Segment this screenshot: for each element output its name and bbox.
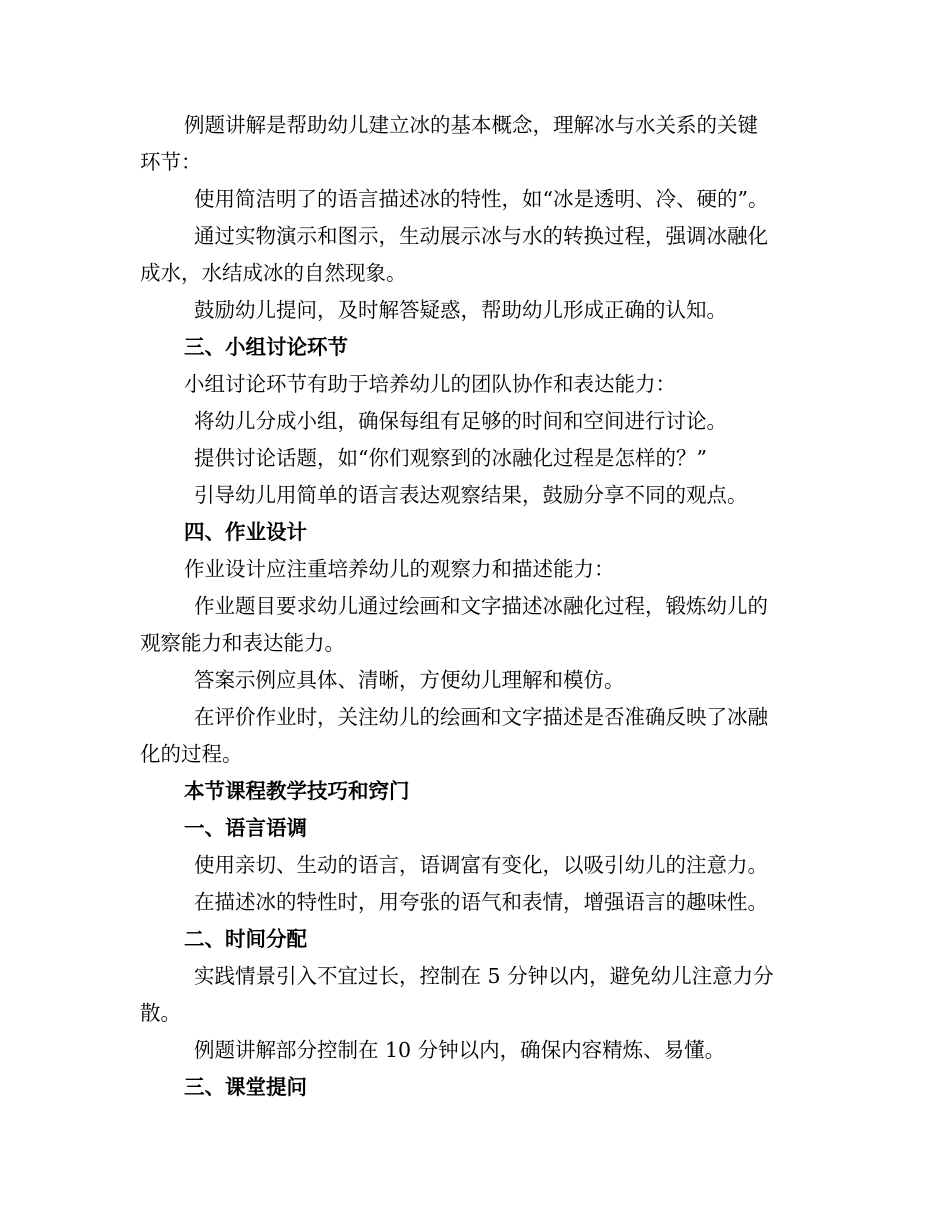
section-heading: 四、作业设计 [184,520,307,544]
text-line: 鼓励幼儿提问，及时解答疑惑，帮助幼儿形成正确的认知。 [194,298,727,322]
text-line: 成水，水结成冰的自然现象。 [140,261,407,285]
section-heading: 二、时间分配 [184,927,307,951]
text-line: 使用亲切、生动的语言，语调富有变化，以吸引幼儿的注意力。 [194,853,768,877]
text-line: 使用简洁明了的语言描述冰的特性，如“冰是透明、冷、硬的”。 [194,187,769,211]
section-heading: 一、语言语调 [184,816,307,840]
text-line: 散。 [140,1001,181,1025]
text-line: 通过实物演示和图示，生动展示冰与水的转换过程，强调冰融化 [194,224,768,248]
text-line: 例题讲解是帮助幼儿建立冰的基本概念，理解冰与水关系的关键 [184,113,758,137]
text-line: 实践情景引入不宜过长，控制在 5 分钟以内，避免幼儿注意力分 [194,964,774,988]
text-line: 例题讲解部分控制在 10 分钟以内，确保内容精炼、易懂。 [194,1038,726,1062]
section-heading: 三、课堂提问 [184,1075,307,1099]
text-line: 提供讨论话题，如“你们观察到的冰融化过程是怎样的？” [194,446,707,470]
text-line: 作业设计应注重培养幼儿的观察力和描述能力： [184,557,615,581]
document-body [140,107,820,1106]
text-line: 将幼儿分成小组，确保每组有足够的时间和空间进行讨论。 [194,409,727,433]
text-line: 小组讨论环节有助于培养幼儿的团队协作和表达能力： [184,372,676,396]
text-line: 观察能力和表达能力。 [140,631,345,655]
text-line: 在描述冰的特性时，用夸张的语气和表情，增强语言的趣味性。 [194,890,768,914]
text-line: 环节： [140,150,202,174]
text-line: 化的过程。 [140,742,243,766]
text-line: 在评价作业时，关注幼儿的绘画和文字描述是否准确反映了冰融 [194,705,768,729]
text-line: 作业题目要求幼儿通过绘画和文字描述冰融化过程，锻炼幼儿的 [194,594,768,618]
text-line: 答案示例应具体、清晰，方便幼儿理解和模仿。 [194,668,625,692]
text-line: 引导幼儿用简单的语言表达观察结果，鼓励分享不同的观点。 [194,483,748,507]
section-heading: 本节课程教学技巧和窍门 [184,779,410,803]
section-heading: 三、小组讨论环节 [184,335,348,359]
